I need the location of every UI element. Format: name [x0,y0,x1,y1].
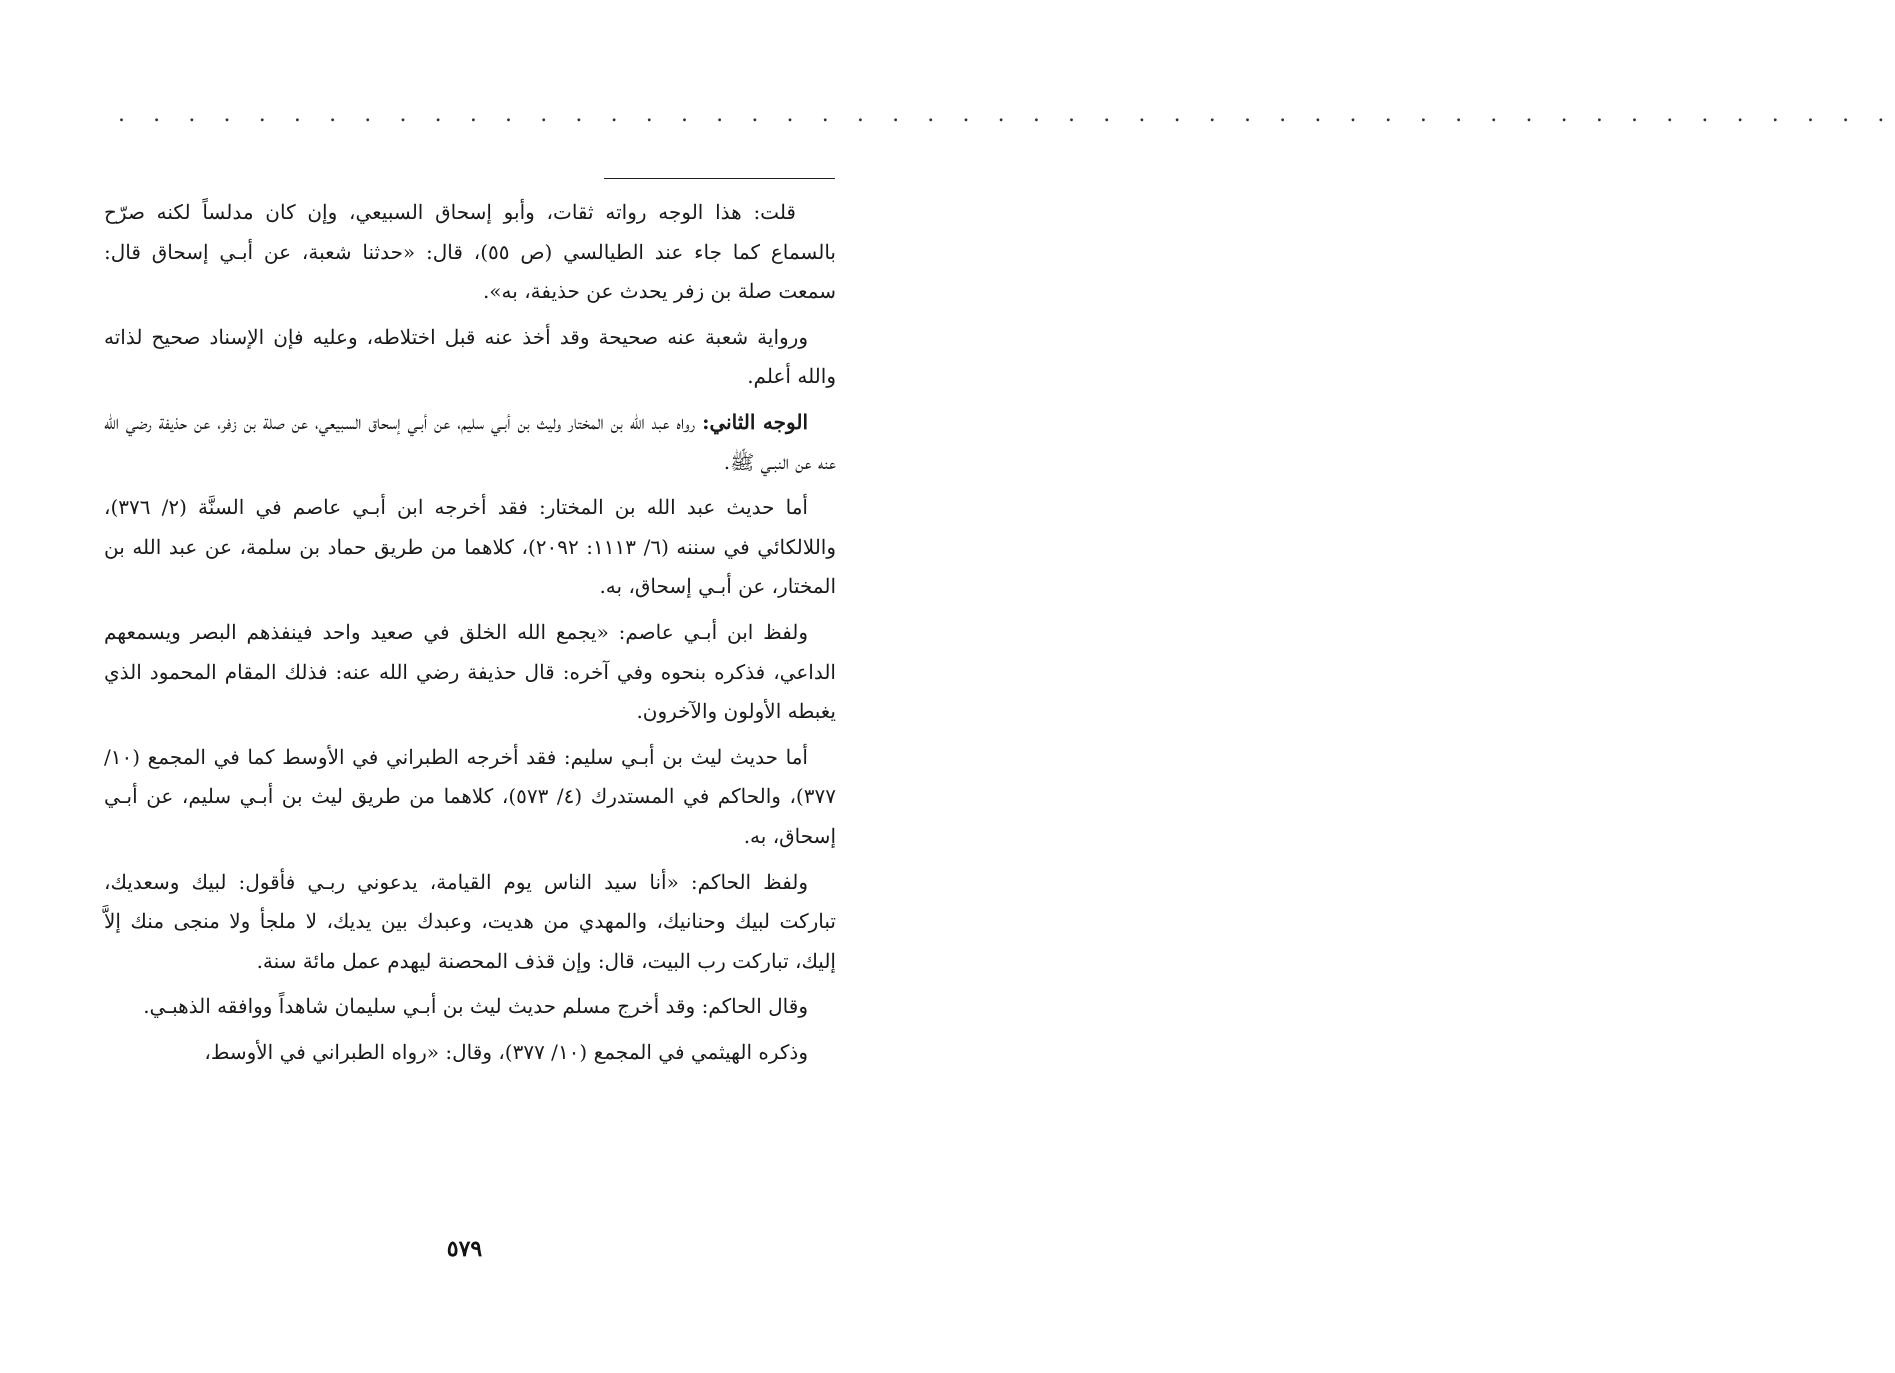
paragraph-text: ولفظ ابن أبـي عاصم: «يجمع الله الخلق في صعيد واحد فينفذهم البصر ويسمعهم الداعي، فذكره بنحوه وفي آخره: قال حذيفة رضي الله عنه: فذلك المقام المحمود الذي يغبطه الأولون والآخرون. [104,619,836,724]
paragraph-text: ولفظ الحاكم: «أنا سيد الناس يوم القيامة، يدعوني ربـي فأقول: لبيك وسعديك، تباركت لبيك وحنانيك، والمهدي من هديت، وعبدك بين يديك، لا ملجأ ولا منجى منك إلاَّ إليك، تباركت رب البيت، قال: وإن قذف المحصنة ليهدم عمل مائة سنة. [104,869,836,973]
paragraph [104,318,836,397]
paragraph [104,1033,836,1073]
paragraph-text: قلت: هذا الوجه رواته ثقات، وأبو إسحاق السبيعي، وإن كان مدلساً لكنه صرّح بالسماع كما جاء عند الطيالسي (ص ٥٥)، قال: «حدثنا شعبة، عن أبـي إسحاق قال: سمعت صلة بن زفر يحدث عن حذيفة، به». [104,200,837,304]
paragraph-text: وقال الحاكم: وقد أخرج مسلم حديث ليث بن أبـي سليمان شاهداً ووافقه الذهبـي. [143,994,808,1019]
paragraph [104,738,836,857]
paragraph-text: وذكره الهيثمي في المجمع (١٠/ ٣٧٧)، وقال: «رواه الطبراني في الأوسط، [204,1039,808,1064]
paragraph [104,987,836,1027]
paragraph-text: أما حديث عبد الله بن المختار: فقد أخرجه ابن أبـي عاصم في السنَّة (٢/ ٣٧٦)، واللالكائي في سننه (٦/ ١١١٣: ٢٠٩٢)، كلاهما من طريق حماد بن سلمة، عن عبد الله بن المختار، عن أبـي إسحاق، به. [104,495,836,599]
paragraph [104,193,836,312]
page-number: ٥٧٩ [446,1236,483,1262]
paragraph [104,403,836,482]
paragraph-lead: الوجه الثاني: [702,409,809,434]
paragraph-text: أما حديث ليث بن أبـي سليم: فقد أخرجه الطبراني في الأوسط كما في المجمع (١٠/ ٣٧٧)، والحاكم في المستدرك (٤/ ٥٧٣)، كلاهما من طريق ليث بن أبـي سليم، عن أبـي إسحاق، به. [104,744,836,848]
footnote-rule [604,178,835,179]
paragraph [104,613,836,732]
paragraph [104,488,836,607]
paragraph [104,863,836,982]
separator-dots: . . . . . . . . . . . . . . . . . . . . . . . . . . . . . . . . . . . . . . . . . . . . . . . . . . . [118,102,1895,127]
paragraph-text: رواه عبد الله بن المختار وليث بن أبـي سليم، عن أبـي إسحاق السبيعي، عن صلة بن زفر، عن حذيفة رضي الله عنه عن النبـي ﷺ. [104,409,836,474]
body-text [104,193,836,1078]
paragraph-text: ورواية شعبة عنه صحيحة وقد أخذ عنه قبل اختلاطه، وعليه فإن الإسناد صحيح لذاته والله أعلم. [104,324,836,389]
